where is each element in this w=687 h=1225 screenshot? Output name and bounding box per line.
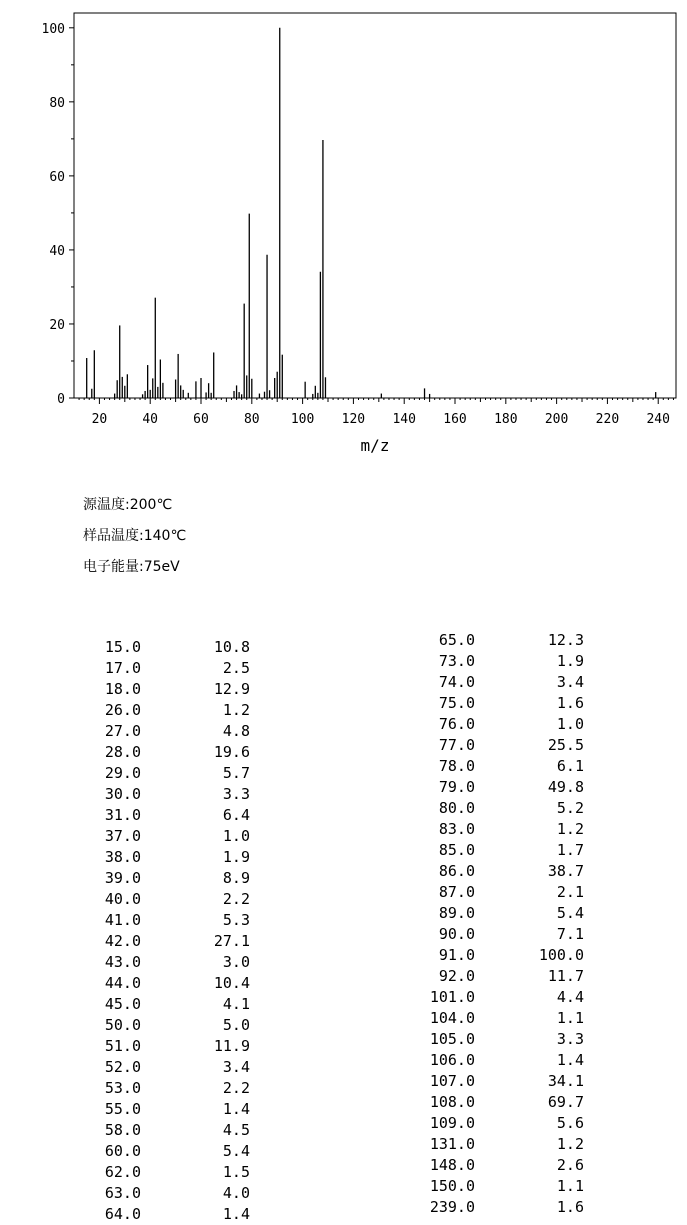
mz-value: 105.0 [429,1030,475,1048]
mz-value: 80.0 [438,799,475,817]
relative-abundance-value: 6.4 [222,806,250,824]
electron-energy: 电子能量:75eV [83,559,180,575]
mz-value: 28.0 [104,743,141,761]
mz-value: 18.0 [104,680,141,698]
table-row [431,756,584,777]
relative-abundance-value: 5.2 [556,799,584,817]
mz-value: 50.0 [104,1016,141,1034]
relative-abundance-value: 1.2 [556,820,584,838]
relative-abundance-value: 5.0 [222,1016,250,1034]
mz-value: 91.0 [438,946,475,964]
relative-abundance-value: 1.4 [556,1051,584,1069]
mz-value: 52.0 [104,1058,141,1076]
relative-abundance-value: 10.4 [213,974,250,992]
mz-value: 73.0 [438,652,475,670]
table-row [431,1197,584,1218]
mz-value: 109.0 [429,1114,475,1132]
table-row [97,637,250,658]
y-tick-label: 20 [49,317,65,333]
table-row [431,819,584,840]
table-row [431,777,584,798]
mz-value: 65.0 [438,631,475,649]
table-row [431,1113,584,1134]
x-tick-label: 120 [341,412,366,427]
y-tick-label: 60 [49,169,65,185]
mz-value: 87.0 [438,883,475,901]
mz-value: 41.0 [104,911,141,929]
table-row [97,910,250,931]
relative-abundance-value: 100.0 [538,946,584,964]
table-row [97,763,250,784]
mz-value: 60.0 [104,1142,141,1160]
x-tick-label: 240 [646,412,670,427]
x-tick-label: 200 [544,412,569,427]
mz-value: 55.0 [104,1100,141,1118]
y-axis-ticks [42,22,74,407]
relative-abundance-value: 1.1 [556,1009,584,1027]
x-axis-label: m/z [360,436,390,455]
relative-abundance-value: 1.5 [222,1163,250,1181]
relative-abundance-value: 38.7 [547,862,584,880]
table-row [97,658,250,679]
table-row [97,700,250,721]
mz-value: 43.0 [104,953,141,971]
y-tick-label: 40 [49,243,65,259]
relative-abundance-value: 3.4 [222,1058,250,1076]
mz-value: 86.0 [438,862,475,880]
mz-value: 239.0 [429,1198,475,1216]
mz-value: 45.0 [104,995,141,1013]
table-row [97,1162,250,1183]
table-row [97,1099,250,1120]
relative-abundance-value: 49.8 [547,778,584,796]
x-tick-label: 40 [142,412,159,427]
mz-value: 83.0 [438,820,475,838]
mz-value: 75.0 [438,694,475,712]
table-row [97,1036,250,1057]
table-row [431,1008,584,1029]
relative-abundance-value: 25.5 [547,736,584,754]
table-row [431,840,584,861]
relative-abundance-value: 1.4 [222,1205,250,1223]
relative-abundance-value: 27.1 [213,932,250,950]
mz-value: 58.0 [104,1121,141,1139]
table-row [97,1204,250,1225]
mz-value: 89.0 [438,904,475,922]
table-row [431,987,584,1008]
table-row [431,903,584,924]
x-tick-label: 180 [494,412,518,427]
mz-value: 108.0 [429,1093,475,1111]
table-row [431,1092,584,1113]
relative-abundance-value: 4.0 [222,1184,250,1202]
table-row [97,868,250,889]
table-row [431,966,584,987]
table-row [97,721,250,742]
table-row [431,1176,584,1197]
relative-abundance-value: 4.8 [222,722,250,740]
table-row [431,714,584,735]
table-row [97,931,250,952]
y-tick-label: 0 [57,392,65,407]
relative-abundance-value: 1.0 [222,827,250,845]
relative-abundance-value: 1.2 [556,1135,584,1153]
relative-abundance-value: 34.1 [547,1072,584,1090]
relative-abundance-value: 1.6 [556,694,584,712]
table-row [97,847,250,868]
relative-abundance-value: 5.6 [556,1114,584,1132]
table-row [431,1050,584,1071]
mz-value: 27.0 [104,722,141,740]
mz-value: 85.0 [438,841,475,859]
mz-value: 90.0 [438,925,475,943]
peak-table-left-column [97,637,250,1225]
relative-abundance-value: 2.1 [556,883,584,901]
table-row [431,1071,584,1092]
table-row [97,994,250,1015]
relative-abundance-value: 1.6 [556,1198,584,1216]
mz-value: 29.0 [104,764,141,782]
relative-abundance-value: 1.1 [556,1177,584,1195]
mz-value: 131.0 [429,1135,475,1153]
spectrum-peaks [87,28,656,398]
table-row [431,735,584,756]
measurement-conditions [83,493,186,586]
mz-value: 51.0 [104,1037,141,1055]
table-row [431,882,584,903]
table-row [431,630,584,651]
table-row [97,1120,250,1141]
relative-abundance-value: 12.9 [213,680,250,698]
table-row [97,1057,250,1078]
relative-abundance-value: 3.4 [556,673,584,691]
mz-value: 101.0 [429,988,475,1006]
mz-value: 40.0 [104,890,141,908]
mz-value: 37.0 [104,827,141,845]
table-row [431,693,584,714]
mz-value: 62.0 [104,1163,141,1181]
table-row [97,805,250,826]
source-temperature: 源温度:200℃ [83,497,173,513]
table-row [431,651,584,672]
table-row [431,945,584,966]
mz-value: 106.0 [429,1051,475,1069]
relative-abundance-value: 5.4 [556,904,584,922]
relative-abundance-value: 5.7 [222,764,250,782]
mz-value: 39.0 [104,869,141,887]
relative-abundance-value: 4.1 [222,995,250,1013]
mz-value: 150.0 [429,1177,475,1195]
sample-temperature: 样品温度:140℃ [83,528,187,544]
mz-value: 63.0 [104,1184,141,1202]
x-axis-ticks [79,398,673,427]
mz-value: 104.0 [429,1009,475,1027]
relative-abundance-value: 5.4 [222,1142,250,1160]
relative-abundance-value: 2.2 [222,890,250,908]
mz-value: 26.0 [104,701,141,719]
table-row [431,1029,584,1050]
table-row [97,826,250,847]
table-row [97,784,250,805]
plot-frame [74,13,676,398]
table-row [431,861,584,882]
mz-value: 77.0 [438,736,475,754]
table-row [97,742,250,763]
relative-abundance-value: 1.4 [222,1100,250,1118]
table-row [431,1155,584,1176]
relative-abundance-value: 3.3 [556,1030,584,1048]
table-row [97,679,250,700]
table-row [431,924,584,945]
mz-value: 30.0 [104,785,141,803]
relative-abundance-value: 4.4 [556,988,584,1006]
relative-abundance-value: 3.0 [222,953,250,971]
mz-value: 74.0 [438,673,475,691]
mz-value: 148.0 [429,1156,475,1174]
mz-value: 64.0 [104,1205,141,1223]
mz-value: 78.0 [438,757,475,775]
relative-abundance-value: 11.9 [213,1037,250,1055]
mz-value: 53.0 [104,1079,141,1097]
y-tick-label: 80 [49,95,65,111]
mass-spectrum-chart [0,0,687,460]
table-row [97,1141,250,1162]
mz-value: 79.0 [438,778,475,796]
relative-abundance-value: 3.3 [222,785,250,803]
x-tick-label: 220 [595,412,620,427]
mz-value: 31.0 [104,806,141,824]
mz-value: 38.0 [104,848,141,866]
relative-abundance-value: 19.6 [213,743,250,761]
relative-abundance-value: 6.1 [556,757,584,775]
mz-value: 76.0 [438,715,475,733]
mz-value: 107.0 [429,1072,475,1090]
relative-abundance-value: 7.1 [556,925,584,943]
table-row [97,889,250,910]
table-row [97,1078,250,1099]
mz-value: 17.0 [104,659,141,677]
table-row [97,1015,250,1036]
x-tick-label: 80 [243,412,260,427]
relative-abundance-value: 4.5 [222,1121,250,1139]
x-tick-label: 100 [290,412,315,427]
x-tick-label: 60 [193,412,209,427]
relative-abundance-value: 8.9 [222,869,250,887]
relative-abundance-value: 69.7 [547,1093,584,1111]
table-row [97,1183,250,1204]
x-tick-label: 140 [392,412,416,427]
relative-abundance-value: 2.2 [222,1079,250,1097]
mz-value: 44.0 [104,974,141,992]
x-tick-label: 20 [91,412,108,427]
relative-abundance-value: 1.9 [556,652,584,670]
relative-abundance-value: 2.6 [556,1156,584,1174]
relative-abundance-value: 10.8 [213,638,250,656]
table-row [431,1134,584,1155]
relative-abundance-value: 1.7 [556,841,584,859]
relative-abundance-value: 2.5 [222,659,250,677]
relative-abundance-value: 1.0 [556,715,584,733]
mz-value: 92.0 [438,967,475,985]
mz-value: 42.0 [104,932,141,950]
relative-abundance-value: 5.3 [222,911,250,929]
table-row [97,973,250,994]
relative-abundance-value: 1.9 [222,848,250,866]
x-tick-label: 160 [443,412,467,427]
mz-value: 15.0 [104,638,141,656]
table-row [431,798,584,819]
relative-abundance-value: 12.3 [547,631,584,649]
peak-table-right-column [431,630,584,1218]
table-row [97,952,250,973]
y-tick-label: 100 [41,21,65,37]
relative-abundance-value: 11.7 [547,967,584,985]
relative-abundance-value: 1.2 [222,701,250,719]
table-row [431,672,584,693]
